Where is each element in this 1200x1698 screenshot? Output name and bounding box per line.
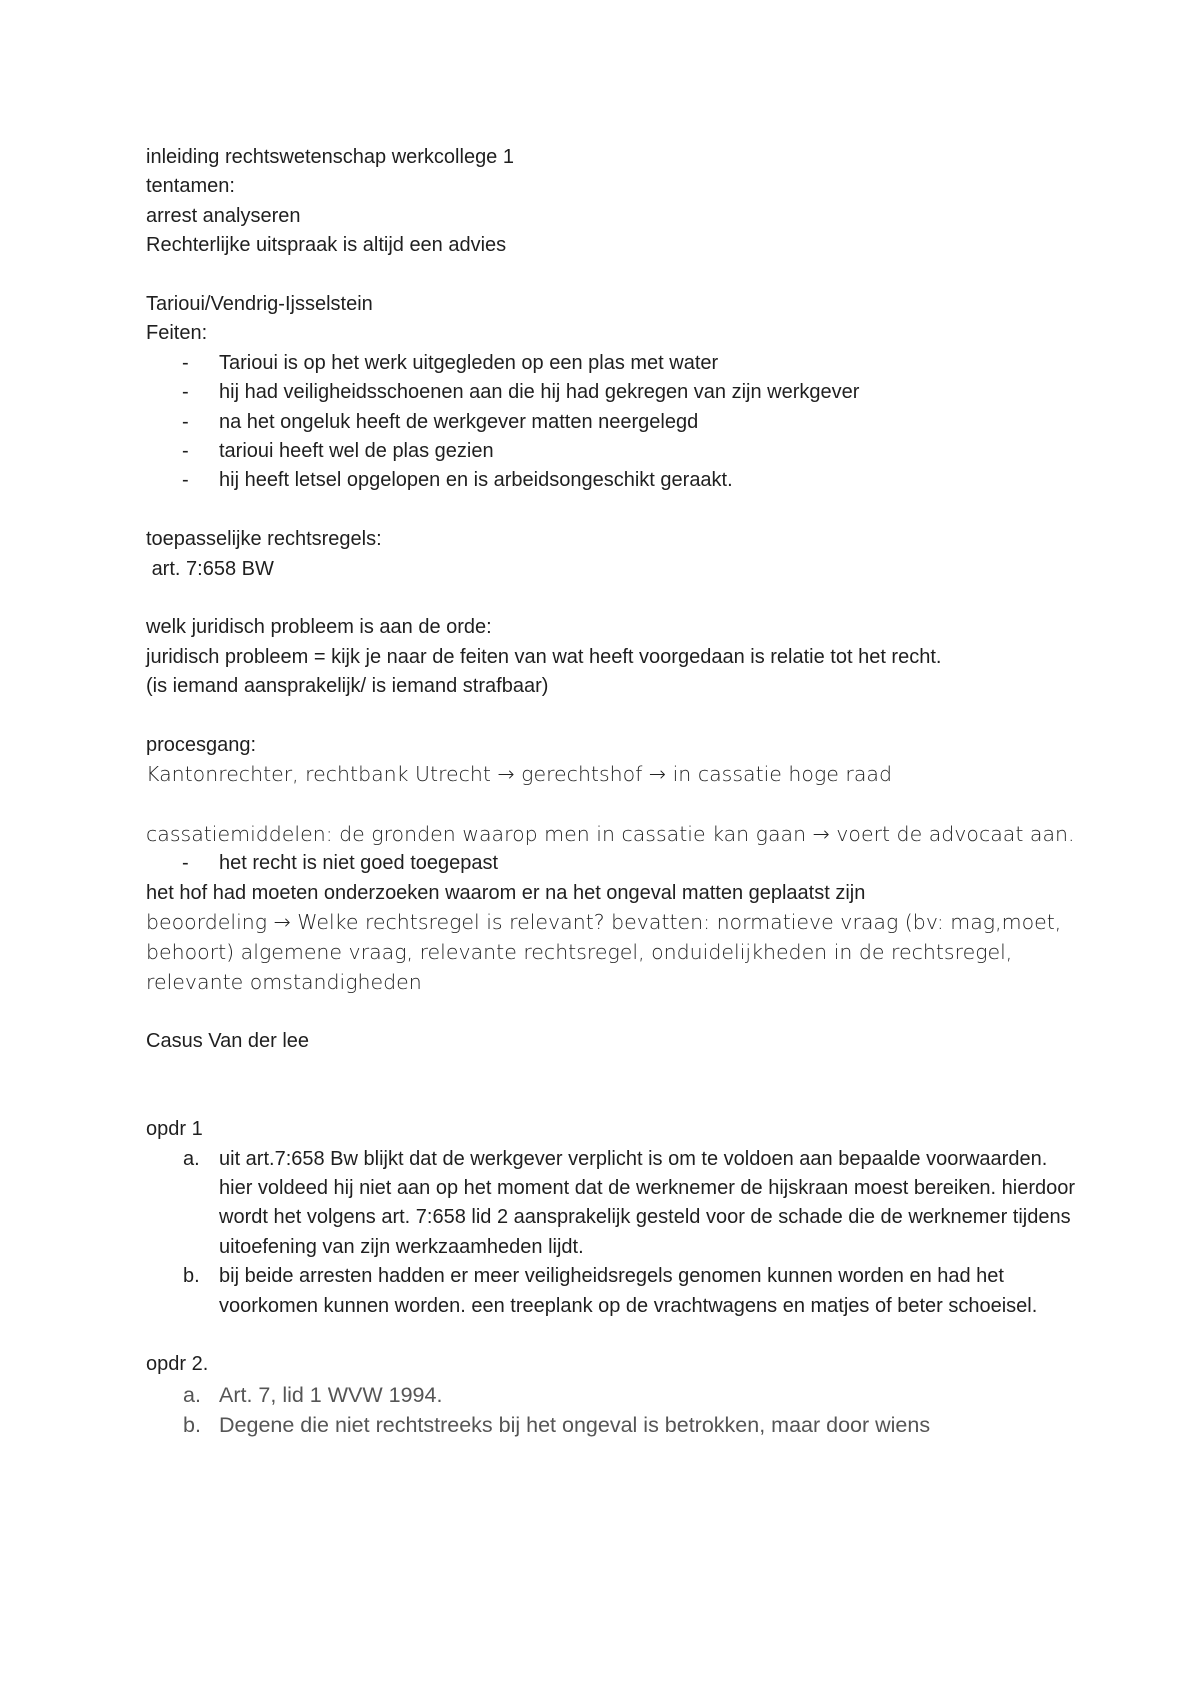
opdr1-list (146, 1145, 1086, 1321)
opdr2-label: opdr 2. (146, 1353, 209, 1376)
list-item-text: na het ongeluk heeft de werkgever matten neergelegd (219, 410, 699, 433)
spacer (146, 584, 1086, 613)
opdr2-list (146, 1380, 1086, 1441)
cassation-text: cassatiemiddelen: de gronden waarop men in cassatie kan gaan → voert de advocaat aan. (146, 821, 1075, 846)
problem-definition: juridisch probleem = kijk je naar de feiten van wat heeft voorgedaan is relatie tot het recht. (146, 645, 942, 668)
spacer (146, 496, 1086, 525)
list-item-text: uit art.7:658 Bw blijkt dat de werkgever verplicht is om te voldoen aan bepaalde voorwaarden. hier voldeed hij niet aan op het moment dat de werknemer de hijskraan moest bereiken. hierdoor wordt het volgens art. 7:658 lid 2 aansprakelijk gesteld voor de schade die de werknemer tijdens uitoefening van zijn werkzaamheden lijdt. (219, 1147, 1076, 1258)
opdr1-label: opdr 1 (146, 1118, 203, 1141)
dash-marker: - (182, 852, 189, 875)
list-item (146, 1262, 1086, 1321)
list-item (146, 1145, 1086, 1263)
list-item (146, 1410, 1086, 1441)
spacer (146, 790, 1086, 819)
spacer (146, 1321, 1086, 1350)
list-item-text: Tarioui is op het werk uitgegleden op een plas met water (219, 351, 719, 374)
list-item-text: het recht is niet goed toegepast (219, 852, 499, 875)
procedure-label: procesgang: (146, 734, 257, 757)
list-marker: a. (183, 1382, 201, 1407)
court-note: het hof had moeten onderzoeken waarom er na het ongeval matten geplaatst zijn (146, 881, 866, 904)
list-item (146, 378, 1086, 407)
list-item-text: hij had veiligheidsschoenen aan die hij had gekregen van zijn werkgever (219, 381, 860, 404)
list-item (146, 437, 1086, 466)
facts-label: Feiten: (146, 322, 208, 345)
list-item (146, 849, 1086, 878)
list-marker: b. (183, 1265, 200, 1288)
casus-title: Casus Van der lee (146, 1030, 310, 1053)
problem-example: (is iemand aansprakelijk/ is iemand strafbaar) (146, 675, 549, 698)
cassation-list (146, 849, 1086, 878)
exam-note: Rechterlijke uitspraak is altijd een advies (146, 234, 507, 257)
spacer (146, 261, 1086, 290)
list-item-text: Degene die niet rechtstreeks bij het ongeval is betrokken, maar door wiens (219, 1413, 931, 1438)
dash-marker: - (182, 410, 189, 433)
rules-label: toepasselijke rechtsregels: (146, 528, 382, 551)
exam-task: arrest analyseren (146, 204, 301, 227)
list-item-text: Art. 7, lid 1 WVW 1994. (219, 1382, 443, 1407)
rules-value: art. 7:658 BW (146, 557, 274, 580)
spacer (146, 702, 1086, 731)
dash-marker: - (182, 440, 189, 463)
list-item (146, 1380, 1086, 1411)
problem-label: welk juridisch probleem is aan de orde: (146, 616, 492, 639)
assessment-text: beoordeling → Welke rechtsregel is relevant? bevatten: normatieve vraag (bv: mag,moet, behoort) algemene vraag, relevante rechtsregel, onduidelijkheden in de rechtsregel, relevante omstandigheden (146, 910, 1068, 994)
exam-label: tentamen: (146, 175, 235, 198)
spacer (146, 1056, 1086, 1115)
list-marker: b. (183, 1413, 201, 1438)
list-item-text: tarioui heeft wel de plas gezien (219, 440, 494, 463)
document-body (146, 143, 1086, 1441)
dash-marker: - (182, 469, 189, 492)
dash-marker: - (182, 351, 189, 374)
doc-title: inleiding rechtswetenschap werkcollege 1 (146, 146, 514, 168)
list-item-text: hij heeft letsel opgelopen en is arbeidsongeschikt geraakt. (219, 469, 733, 492)
list-marker: a. (183, 1147, 200, 1170)
list-item (146, 466, 1086, 495)
list-item (146, 408, 1086, 437)
facts-list (146, 349, 1086, 496)
list-item (146, 349, 1086, 378)
dash-marker: - (182, 381, 189, 404)
procedure-value: Kantonrechter, rechtbank Utrecht → gerechtshof → in cassatie hoge raad (146, 762, 892, 787)
case-title: Tarioui/Vendrig-Ijsselstein (146, 293, 373, 316)
list-item-text: bij beide arresten hadden er meer veiligheidsregels genomen kunnen worden en had het voorkomen kunnen worden. een treeplank op de vrachtwagens en matjes of beter schoeisel. (219, 1265, 1038, 1317)
spacer (146, 998, 1086, 1027)
